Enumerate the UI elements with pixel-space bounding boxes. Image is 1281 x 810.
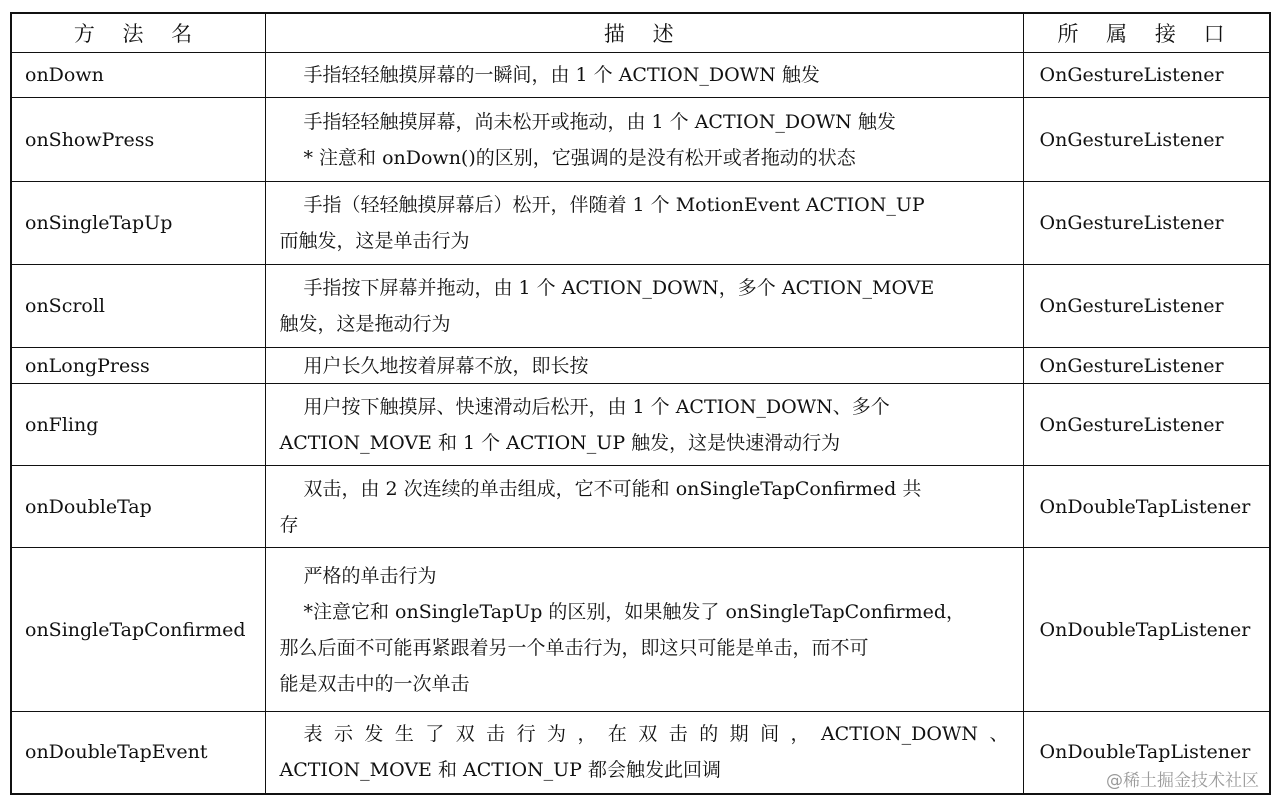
description-line: 能是双击中的一次单击 [279, 672, 470, 695]
description-cell [265, 548, 1023, 712]
method-name-cell: onShowPress [11, 98, 265, 182]
description-line: ACTION_MOVE 和 ACTION_UP 都会触发此回调 [279, 759, 721, 782]
interface-cell: OnDoubleTapListener [1023, 712, 1270, 794]
interface-cell: OnDoubleTapListener [1023, 466, 1270, 548]
description-line: 触发，这是拖动行为 [279, 313, 451, 335]
method-name-cell: onScroll [11, 265, 265, 348]
description-line: 用户长久地按着屏幕不放，即长按 [303, 354, 589, 377]
description-line: 手指（轻轻触摸屏幕后）松开，伴随着 1 个 MotionEvent ACTION_UP [303, 194, 925, 216]
method-name-cell: onSingleTapConfirmed [11, 548, 265, 712]
description-line: 用户按下触摸屏、快速滑动后松开，由 1 个 ACTION_DOWN、多个 [303, 395, 890, 418]
description-note-line: * 注意和 onDown()的区别，它强调的是没有松开或者拖动的状态 [303, 146, 856, 169]
description-line: 那么后面不可能再紧跟着另一个单击行为，即这只可能是单击，而不可 [279, 636, 869, 659]
description-line: 表示发生了双击行为，在双击的期间，ACTION_DOWN、 [303, 723, 1009, 746]
description-line: 严格的单击行为 [303, 564, 437, 587]
description-line: 手指按下屏幕并拖动，由 1 个 ACTION_DOWN，多个 ACTION_MOVE [303, 277, 935, 299]
interface-cell: OnGestureListener [1023, 348, 1270, 384]
interface-cell: OnGestureListener [1023, 384, 1270, 466]
description-line: 存 [279, 513, 299, 536]
description-cell [265, 182, 1023, 265]
description-cell [265, 384, 1023, 466]
table-row [11, 548, 1270, 712]
table-row [11, 265, 1270, 348]
interface-cell: OnDoubleTapListener [1023, 548, 1270, 712]
description-note-line: *注意它和 onSingleTapUp 的区别，如果触发了 onSingleTapConfirmed， [303, 600, 966, 623]
table-row [11, 182, 1270, 265]
table-row [11, 384, 1270, 466]
table-row [11, 466, 1270, 548]
description-line: 而触发，这是单击行为 [279, 230, 470, 252]
table-header-row [11, 13, 1270, 53]
method-name-cell: onSingleTapUp [11, 182, 265, 265]
interface-cell: OnGestureListener [1023, 182, 1270, 265]
table-row [11, 712, 1270, 794]
description-line: 双击，由 2 次连续的单击组成，它不可能和 onSingleTapConfirmed 共 [303, 477, 922, 500]
header-interface: 所 属 接 口 [1023, 13, 1270, 53]
description-cell [265, 348, 1023, 384]
description-line: 手指轻轻触摸屏幕，尚未松开或拖动，由 1 个 ACTION_DOWN 触发 [303, 110, 896, 133]
table-row [11, 348, 1270, 384]
method-name-cell: onLongPress [11, 348, 265, 384]
description-cell [265, 98, 1023, 182]
juejin-watermark: @稀土掘金技术社区 [1106, 771, 1259, 791]
description-cell [265, 265, 1023, 348]
interface-cell: OnGestureListener [1023, 53, 1270, 98]
method-name-cell: onFling [11, 384, 265, 466]
table-row [11, 53, 1270, 98]
header-method-name: 方 法 名 [11, 13, 265, 53]
header-description: 描 述 [265, 13, 1023, 53]
description-cell [265, 466, 1023, 548]
method-name-cell: onDoubleTap [11, 466, 265, 548]
description-cell [265, 712, 1023, 794]
method-name-cell: onDown [11, 53, 265, 98]
table-row [11, 98, 1270, 182]
description-line: ACTION_MOVE 和 1 个 ACTION_UP 触发，这是快速滑动行为 [279, 431, 841, 454]
interface-cell: OnGestureListener [1023, 265, 1270, 348]
method-name-cell: onDoubleTapEvent [11, 712, 265, 794]
interface-cell: OnGestureListener [1023, 98, 1270, 182]
gesture-methods-table [10, 12, 1271, 795]
description-cell [265, 53, 1023, 98]
description-line: 手指轻轻触摸屏幕的一瞬间，由 1 个 ACTION_DOWN 触发 [303, 64, 820, 86]
